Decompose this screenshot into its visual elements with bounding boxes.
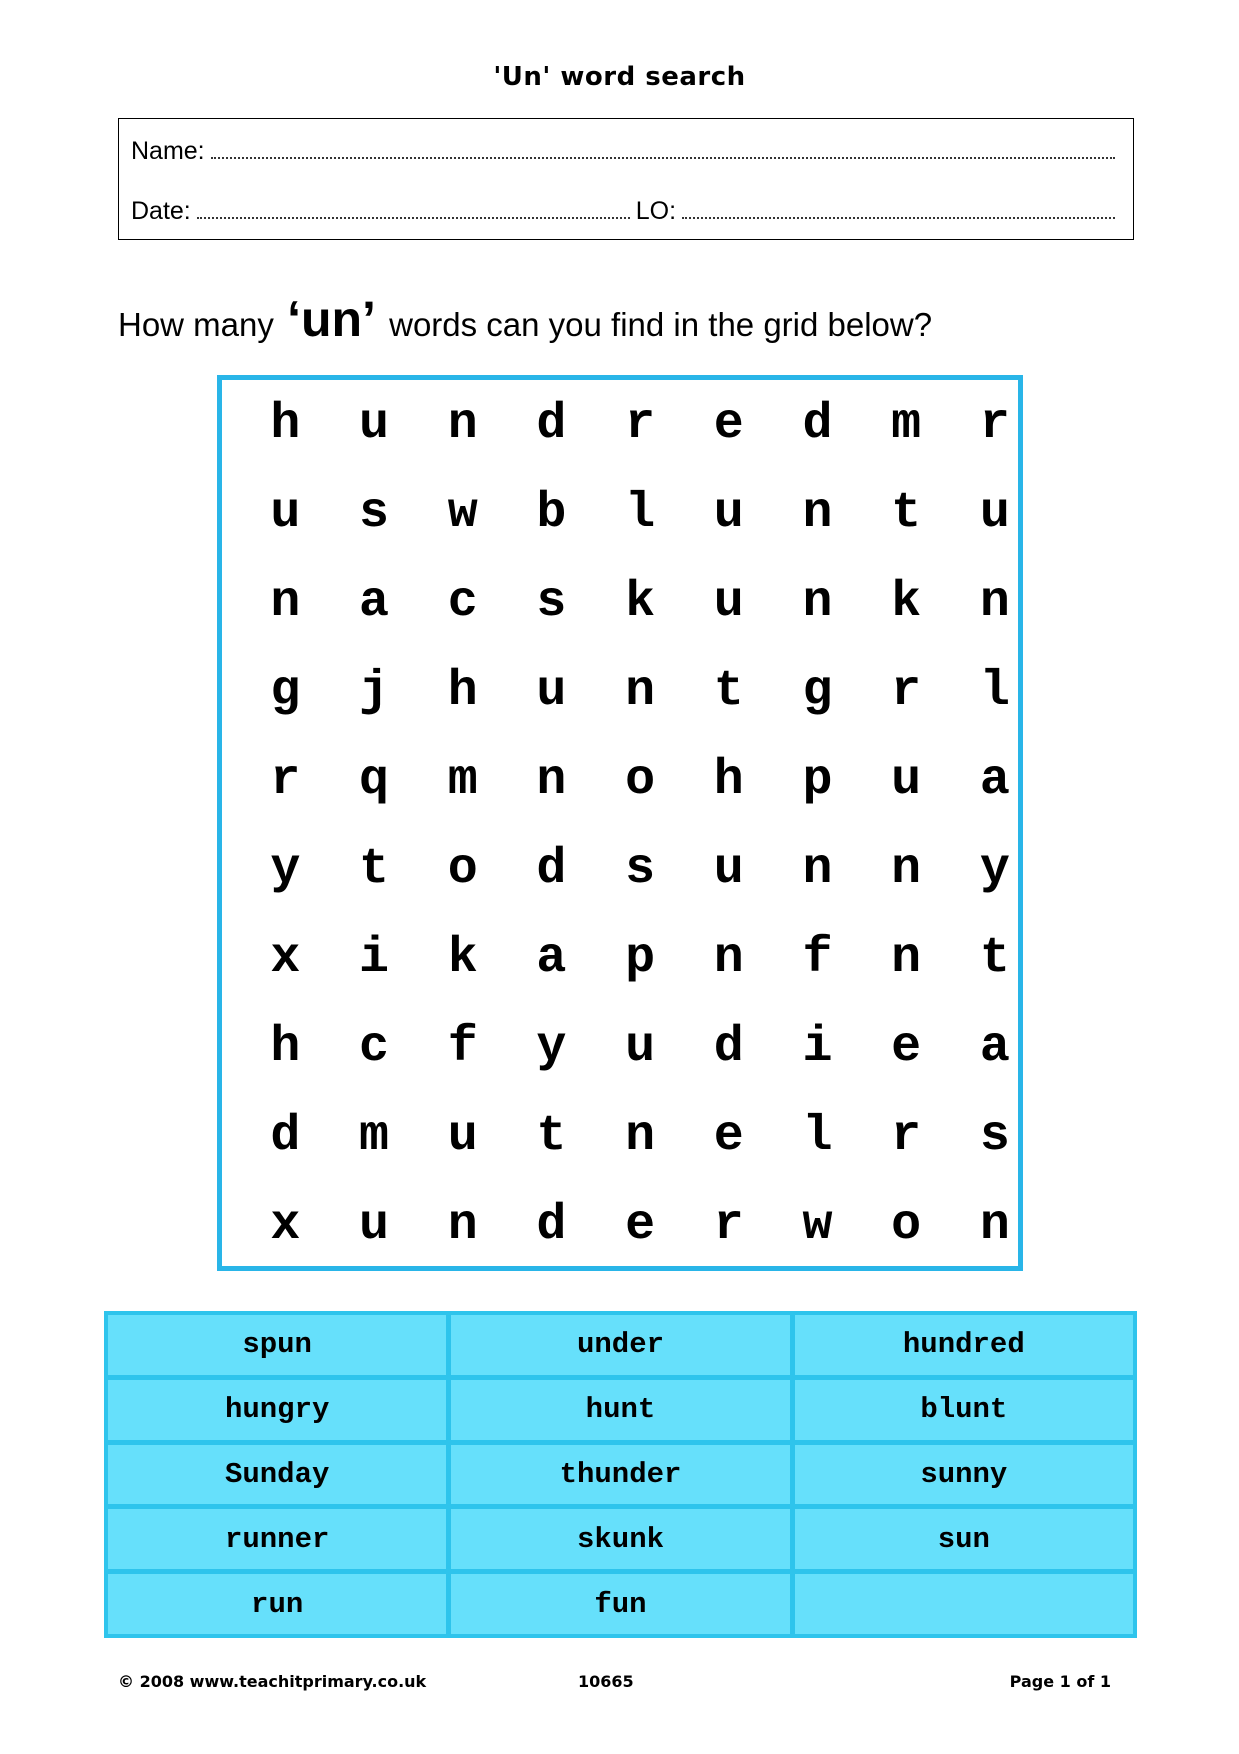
word-list-item: sun — [795, 1509, 1133, 1569]
grid-letter[interactable]: k — [447, 930, 478, 987]
grid-letter[interactable]: f — [447, 1019, 478, 1076]
date-lo-line — [131, 197, 1121, 226]
grid-letter[interactable]: u — [270, 485, 301, 542]
grid-letter[interactable]: a — [536, 930, 567, 987]
grid-letter[interactable]: y — [270, 841, 301, 898]
word-list-item: blunt — [795, 1380, 1133, 1440]
question-highlight: ‘un’ — [287, 291, 376, 347]
lo-field[interactable] — [682, 199, 1115, 219]
grid-letter[interactable]: t — [713, 663, 744, 720]
grid-letter[interactable]: u — [713, 485, 744, 542]
word-list-item: sunny — [795, 1445, 1133, 1505]
grid-letter[interactable]: n — [802, 574, 833, 631]
grid-letter[interactable]: t — [979, 930, 1010, 987]
grid-letter[interactable]: e — [713, 396, 744, 453]
grid-letter[interactable]: s — [536, 574, 567, 631]
date-field[interactable] — [197, 199, 630, 219]
grid-letter[interactable]: n — [979, 1197, 1010, 1254]
grid-letter[interactable]: f — [802, 930, 833, 987]
grid-letter[interactable]: l — [979, 663, 1010, 720]
grid-letter[interactable]: x — [270, 930, 301, 987]
grid-letter[interactable]: l — [625, 485, 656, 542]
grid-letter[interactable]: k — [625, 574, 656, 631]
word-list-item: run — [108, 1574, 446, 1634]
grid-letter[interactable]: u — [891, 752, 922, 809]
name-label: Name: — [131, 137, 205, 165]
grid-letter[interactable]: w — [802, 1197, 833, 1254]
grid-letter[interactable]: y — [979, 841, 1010, 898]
word-list-item: fun — [451, 1574, 789, 1634]
grid-letter[interactable]: j — [359, 663, 390, 720]
grid-letter[interactable]: n — [979, 574, 1010, 631]
grid-letter[interactable]: r — [891, 1108, 922, 1165]
grid-letter[interactable]: e — [891, 1019, 922, 1076]
word-list-item: hungry — [108, 1380, 446, 1440]
grid-letter[interactable]: u — [359, 396, 390, 453]
grid-letter[interactable]: u — [536, 663, 567, 720]
grid-letter[interactable]: m — [447, 752, 478, 809]
grid-letter[interactable]: u — [625, 1019, 656, 1076]
grid-letter[interactable]: r — [270, 752, 301, 809]
grid-letter[interactable]: n — [891, 930, 922, 987]
grid-letter[interactable]: n — [270, 574, 301, 631]
grid-letter[interactable]: u — [979, 485, 1010, 542]
grid-letter[interactable]: u — [359, 1197, 390, 1254]
grid-letter[interactable]: d — [536, 1197, 567, 1254]
grid-letter[interactable]: s — [625, 841, 656, 898]
grid-letter[interactable]: n — [713, 930, 744, 987]
grid-letter[interactable]: u — [713, 841, 744, 898]
grid-letter[interactable]: a — [979, 752, 1010, 809]
word-list-empty-cell — [795, 1574, 1133, 1634]
grid-letter[interactable]: w — [447, 485, 478, 542]
word-list-item: spun — [108, 1315, 446, 1375]
grid-letter[interactable]: o — [625, 752, 656, 809]
lo-label: LO: — [635, 197, 677, 225]
grid-letter[interactable]: r — [625, 396, 656, 453]
question-after: words can you find in the grid below? — [389, 306, 933, 343]
grid-letter[interactable]: m — [891, 396, 922, 453]
footer-copyright: © 2008 www.teachitprimary.co.uk — [118, 1672, 427, 1691]
grid-letter[interactable]: i — [359, 930, 390, 987]
grid-letter[interactable]: d — [536, 396, 567, 453]
grid-letter[interactable]: d — [713, 1019, 744, 1076]
grid-letter[interactable]: h — [713, 752, 744, 809]
grid-letter[interactable]: c — [359, 1019, 390, 1076]
grid-letter[interactable]: t — [536, 1108, 567, 1165]
grid-letter[interactable]: h — [270, 1019, 301, 1076]
grid-letter[interactable]: n — [802, 485, 833, 542]
footer-page: Page 1 of 1 — [1009, 1672, 1111, 1691]
grid-letter[interactable]: n — [447, 396, 478, 453]
grid-letter[interactable]: c — [447, 574, 478, 631]
grid-letter[interactable]: e — [625, 1197, 656, 1254]
grid-letter[interactable]: n — [625, 1108, 656, 1165]
page-title: 'Un' word search — [493, 62, 746, 92]
grid-letter[interactable]: x — [270, 1197, 301, 1254]
grid-letter[interactable]: s — [359, 485, 390, 542]
student-info-box — [118, 118, 1134, 240]
grid-letter[interactable]: i — [802, 1019, 833, 1076]
grid-letter[interactable]: d — [536, 841, 567, 898]
grid-letter[interactable]: e — [713, 1108, 744, 1165]
word-list-item: thunder — [451, 1445, 789, 1505]
question-before: How many — [118, 306, 274, 343]
grid-letter[interactable]: n — [891, 841, 922, 898]
grid-letter[interactable]: n — [447, 1197, 478, 1254]
grid-letter[interactable]: o — [447, 841, 478, 898]
grid-letter[interactable]: o — [891, 1197, 922, 1254]
grid-letter[interactable]: s — [979, 1108, 1010, 1165]
grid-letter[interactable]: g — [802, 663, 833, 720]
grid-letter[interactable]: h — [270, 396, 301, 453]
word-list-item: Sunday — [108, 1445, 446, 1505]
grid-letter[interactable]: n — [536, 752, 567, 809]
word-search-grid — [241, 380, 1039, 1270]
word-list-item: hundred — [795, 1315, 1133, 1375]
grid-letter[interactable]: g — [270, 663, 301, 720]
grid-letter[interactable]: k — [891, 574, 922, 631]
grid-letter[interactable]: r — [979, 396, 1010, 453]
grid-letter[interactable]: d — [802, 396, 833, 453]
grid-letter[interactable]: n — [802, 841, 833, 898]
word-list-table — [104, 1311, 1137, 1638]
name-field[interactable] — [211, 139, 1115, 159]
grid-letter[interactable]: b — [536, 485, 567, 542]
footer-code: 10665 — [578, 1672, 634, 1691]
grid-letter[interactable]: d — [270, 1108, 301, 1165]
grid-letter[interactable]: a — [359, 574, 390, 631]
grid-letter[interactable]: a — [979, 1019, 1010, 1076]
grid-letter[interactable]: q — [359, 752, 390, 809]
grid-letter[interactable]: h — [447, 663, 478, 720]
grid-letter[interactable]: p — [625, 930, 656, 987]
grid-letter[interactable]: p — [802, 752, 833, 809]
name-line — [131, 137, 1121, 166]
grid-letter[interactable]: u — [713, 574, 744, 631]
grid-letter[interactable]: n — [625, 663, 656, 720]
grid-letter[interactable]: y — [536, 1019, 567, 1076]
grid-letter[interactable]: u — [447, 1108, 478, 1165]
grid-letter[interactable]: r — [891, 663, 922, 720]
grid-letter[interactable]: m — [359, 1108, 390, 1165]
word-search-grid-frame — [217, 375, 1023, 1271]
grid-letter[interactable]: t — [359, 841, 390, 898]
question-text — [118, 290, 932, 348]
grid-letter[interactable]: r — [713, 1197, 744, 1254]
date-label: Date: — [131, 197, 191, 225]
word-list-item: runner — [108, 1509, 446, 1569]
word-list-item: skunk — [451, 1509, 789, 1569]
grid-letter[interactable]: l — [802, 1108, 833, 1165]
grid-letter[interactable]: t — [891, 485, 922, 542]
word-list-item: under — [451, 1315, 789, 1375]
word-list-item: hunt — [451, 1380, 789, 1440]
